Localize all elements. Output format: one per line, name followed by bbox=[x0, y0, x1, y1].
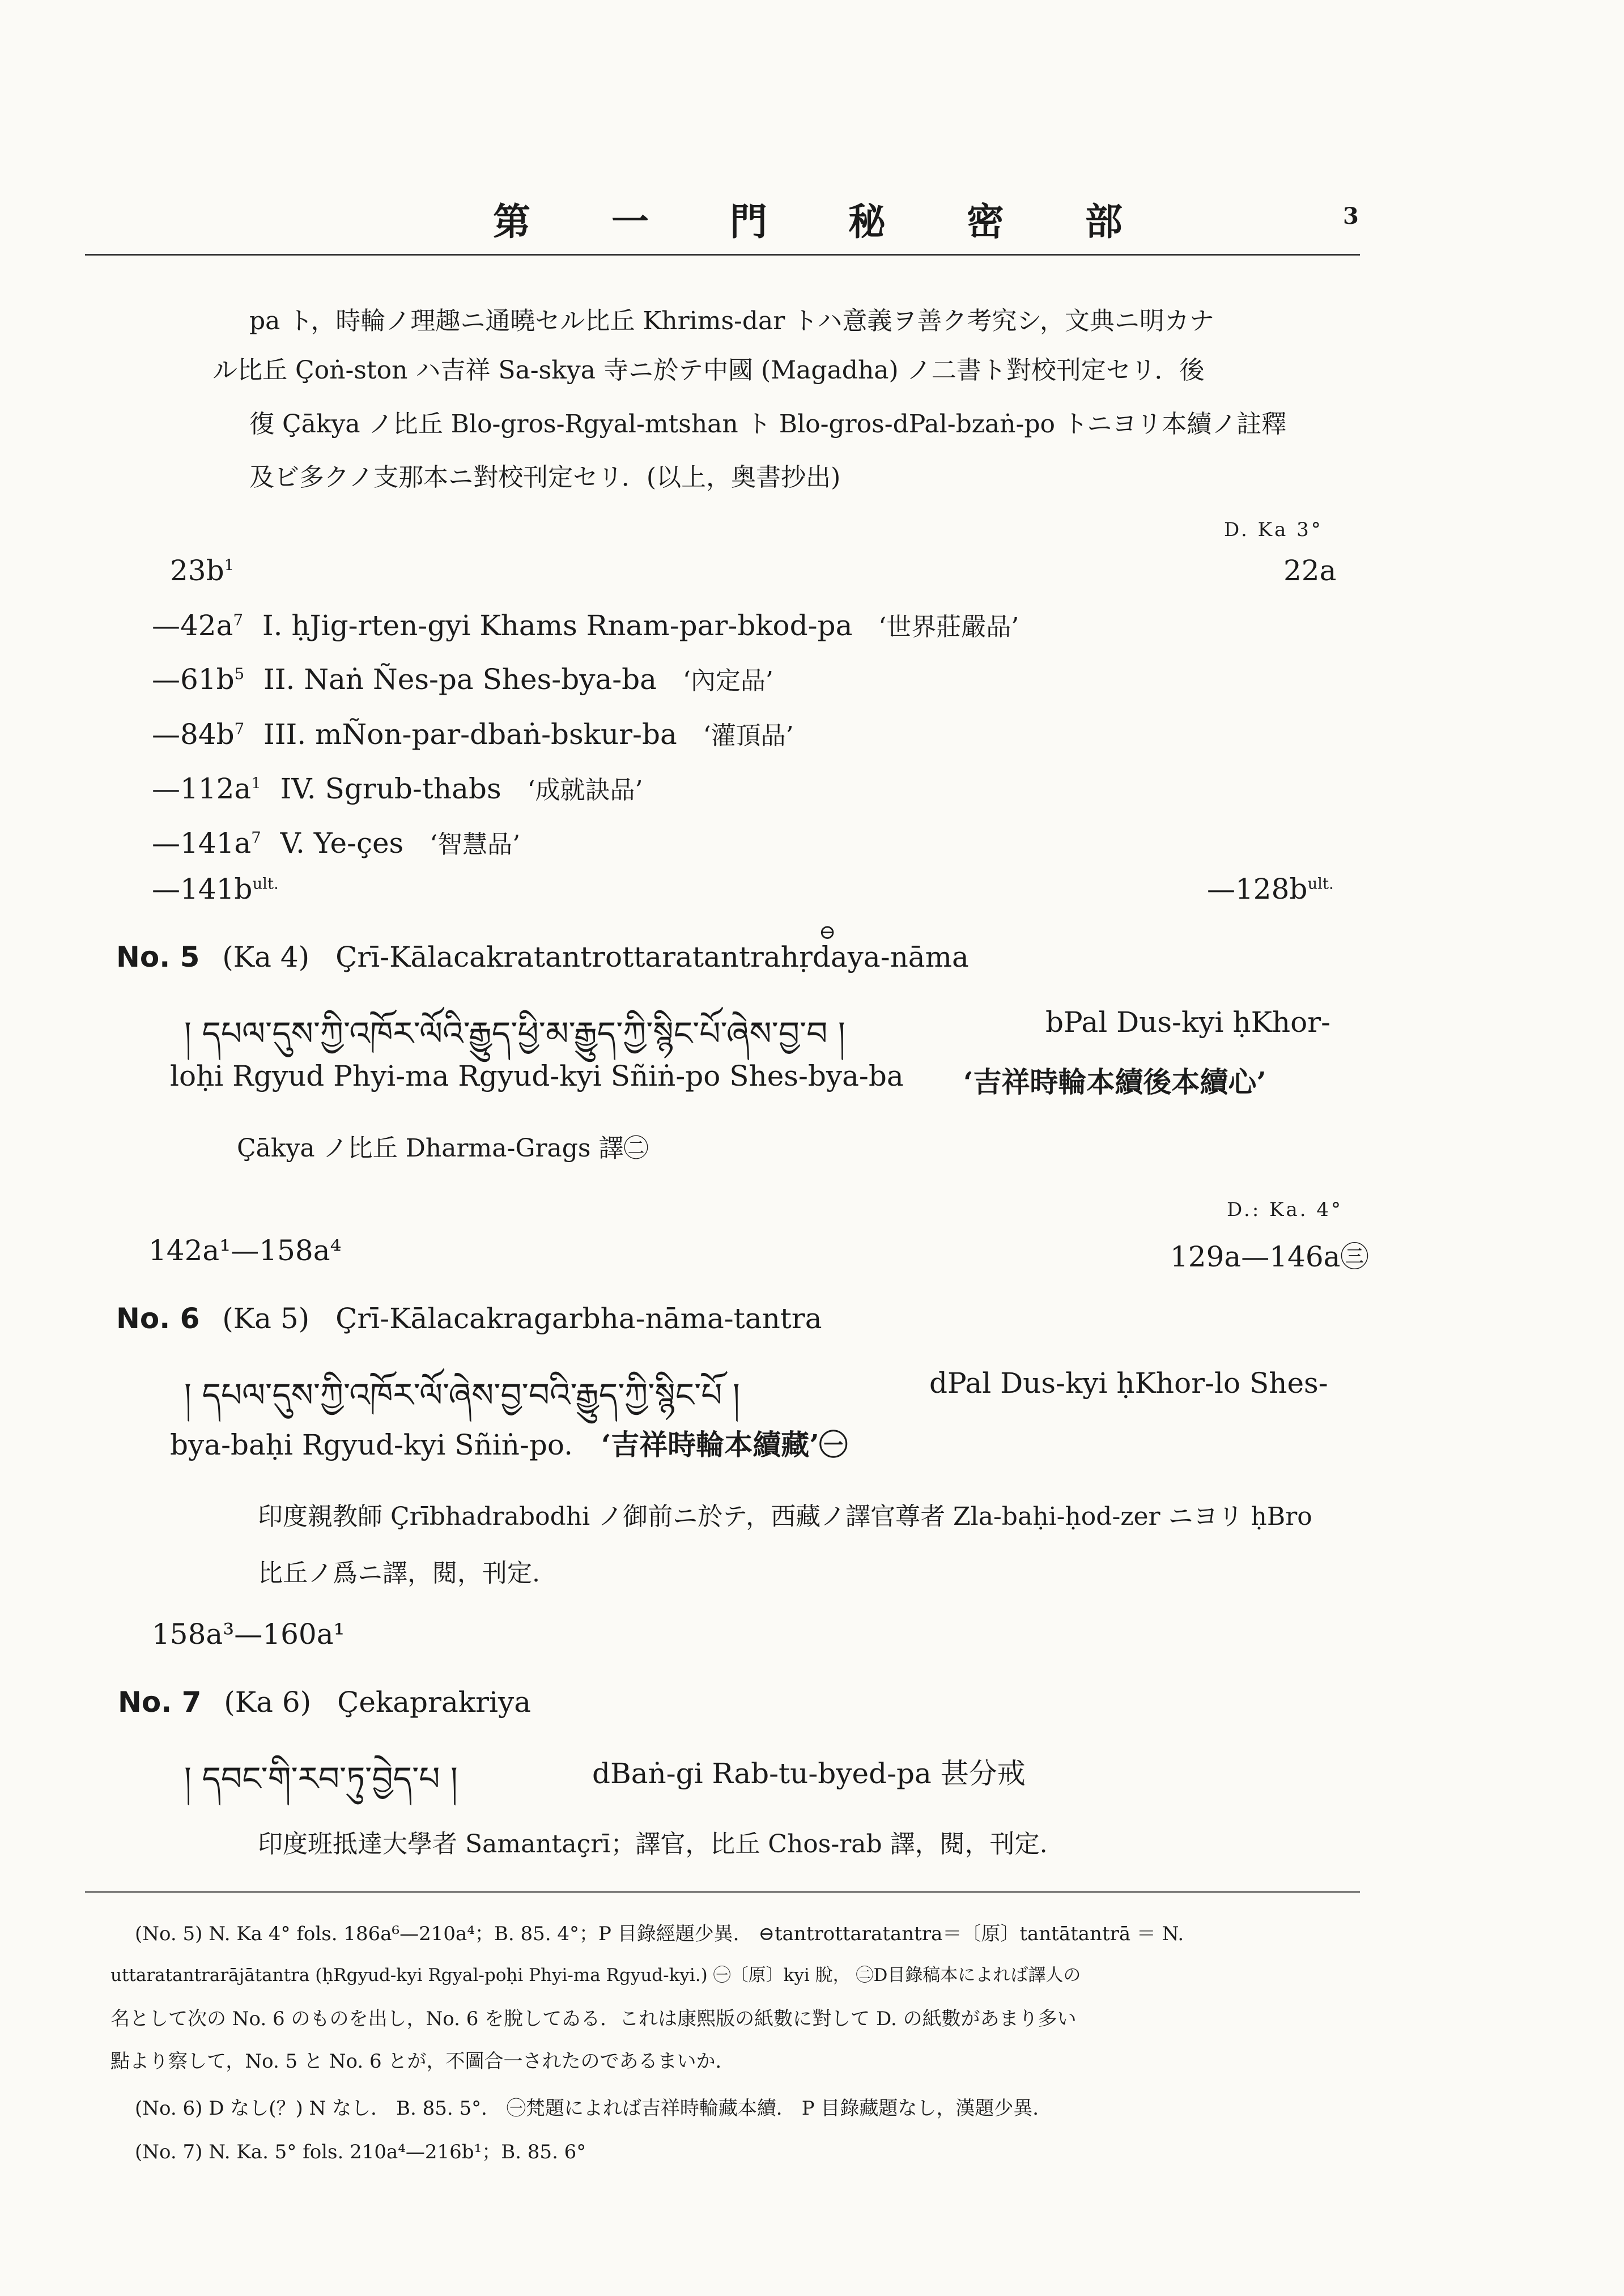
intro-line-4: 及ビ多クノ支那本ニ對校刊定セリ．(以上，奥書抄出) bbox=[249, 463, 841, 492]
footnote-rule bbox=[85, 1891, 1360, 1893]
no4-d-reference: D. Ka 3° bbox=[1224, 518, 1323, 541]
entry-no5-jp-title: ‘吉祥時輪本續後本續心’ bbox=[963, 1065, 1266, 1099]
entry-no5-tibetan: ། དཔལ་དུས་ཀྱི་འཁོར་ལོའི་རྒྱུད་ཕྱི་མ་རྒྱུད་ཀྱི་སྙིང་པོ་ཞེས་བྱ་བ ། bbox=[184, 1014, 845, 1053]
entry-no6-translit-b: bya-baḥi Rgyud-kyi Sñiṅ-po. ‘吉祥時輪本續藏’㊀ bbox=[170, 1428, 848, 1461]
header-rule bbox=[85, 254, 1360, 256]
chapter-row: $—61b^5$ II. Naṅ Ñes-pa Shes-bya-ba ‘內定品’ bbox=[152, 663, 773, 696]
entry-no6-translit-a: dPal Dus-kyi ḥKhor-lo Shes- bbox=[929, 1367, 1328, 1400]
footnote-no6: (No. 6) D なし(？) N なし． B. 85. 5°． ㊀梵題によれば吉祥時輪藏本續． P 目錄藏題なし，漢題少異． bbox=[135, 2097, 1052, 2120]
entry-no7-translator: 印度班抵達大學者 Samantaçrī；譯官，比丘 Chos-rab 譯，閱，刊定. bbox=[258, 1830, 1048, 1859]
chapter-row: $—141a^7$ V. Ye-çes ‘智慧品’ bbox=[152, 827, 521, 860]
footnote-no7: (No. 7) N. Ka. 5° fols. 210a⁴—216b¹；B. 85. 6° bbox=[135, 2141, 586, 2163]
intro-line-2: ル比丘 Çoṅ-ston ハ吉祥 Sa-skya 寺ニ於テ中國 (Magadha) ノ二書ト對校刊定セリ．後 bbox=[212, 356, 1205, 385]
chapter-row: $—112a^1$ IV. Sgrub-thabs ‘成就訣品’ bbox=[152, 772, 643, 805]
entry-no7-translit: dBaṅ-gi Rab-tu-byed-pa 甚分戒 bbox=[592, 1757, 1026, 1790]
entry-no5-d-reference: D.: Ka. 4° bbox=[1227, 1198, 1344, 1221]
entry-no5-translator: Çākya ノ比丘 Dharma-Grags 譯㊁ bbox=[237, 1134, 649, 1163]
entry-no5-translit-b: loḥi Rgyud Phyi-ma Rgyud-kyi Sñiṅ-po Shes-bya-ba bbox=[170, 1060, 904, 1092]
entry-no5-folio-d: 129a—146a㊂ bbox=[1170, 1240, 1369, 1273]
no4-start-folio-d: 22a bbox=[1283, 554, 1337, 587]
entry-no5-heading: No. 5 (Ka 4) Çrī-Kālacakratantrottaratantrahṛdaya-nāma bbox=[116, 941, 969, 973]
no4-end-folio-d: $—128b^{ult.}$ bbox=[1207, 873, 1334, 905]
chapter-row: $—42a^7$ I. ḥJig-rten-gyi Khams Rnam-par-bkod-pa ‘世界莊嚴品’ bbox=[152, 609, 1019, 642]
no4-end-folio: $—141b^{ult.}$ bbox=[152, 873, 279, 905]
footnote-no5-line-3: 名として次の No. 6 のものを出し，No. 6 を脫してゐる．これは康熙版の紙數に對して D. の紙數があまり多い bbox=[110, 2008, 1077, 2030]
footnote-no5-line-2: uttaratantrarājātantra (ḥRgyud-kyi Rgyal-poḥi Phyi-ma Rgyud-kyi.) ㊀〔原〕kyi 脫， ㊁D目錄稿本によれば譯人の bbox=[110, 1965, 1081, 1985]
footnote-no5-line-1: (No. 5) N. Ka 4° fols. 186a⁶—210a⁴；B. 85. 4°；P 目錄經題少異． ⊖tantrottaratantra＝〔原〕tantātantrā ＝ N. bbox=[135, 1923, 1184, 1945]
footnote-no5-line-4: 點より察して，No. 5 と No. 6 とが，不圖合一されたのであるまいか． bbox=[110, 2050, 735, 2073]
entry-no7-heading: No. 7 (Ka 6) Çekaprakriya bbox=[118, 1686, 532, 1719]
entry-no6-translator-1: 印度親教師 Çrībhadrabodhi ノ御前ニ於テ，西藏ノ譯官尊者 Zla-baḥi-ḥod-zer ニヨリ ḥBro bbox=[258, 1502, 1312, 1531]
no4-start-folio: $23b^1$ bbox=[170, 554, 235, 587]
entry-no5-translit-a: bPal Dus-kyi ḥKhor- bbox=[1045, 1006, 1331, 1039]
intro-line-3: 復 Çākya ノ比丘 Blo-gros-Rgyal-mtshan ト Blo-gros-dPal-bzaṅ-po トニヨリ本續ノ註釋 bbox=[249, 410, 1287, 439]
entry-no6-folio: 158a³—160a¹ bbox=[152, 1618, 345, 1651]
entry-no5-folio: 142a¹—158a⁴ bbox=[148, 1234, 342, 1267]
note-mark: ⊖ bbox=[819, 921, 836, 944]
entry-no6-tibetan: ། དཔལ་དུས་ཀྱི་འཁོར་ལོ་ཞེས་བྱ་བའི་རྒྱུད་ཀྱི་སྙིང་པོ ། bbox=[184, 1376, 740, 1414]
intro-line-1: pa ト，時輪ノ理趣ニ通曉セル比丘 Khrims-dar トハ意義ヲ善ク考究シ，文典ニ明カナ bbox=[249, 307, 1214, 335]
entry-no6-translator-2: 比丘ノ爲ニ譯，閱，刊定. bbox=[258, 1559, 540, 1588]
page-header-title: 第 一 門 秘 密 部 bbox=[493, 199, 1157, 244]
entry-no7-tibetan: ། དབང་གི་རབ་ཏུ་བྱེད་པ ། bbox=[184, 1759, 458, 1798]
page-number: 3 bbox=[1343, 203, 1359, 229]
entry-no6-heading: No. 6 (Ka 5) Çrī-Kālacakragarbha-nāma-tantra bbox=[116, 1302, 822, 1335]
chapter-row: $—84b^7$ III. mÑon-par-dbaṅ-bskur-ba ‘灌頂品’ bbox=[152, 718, 794, 751]
